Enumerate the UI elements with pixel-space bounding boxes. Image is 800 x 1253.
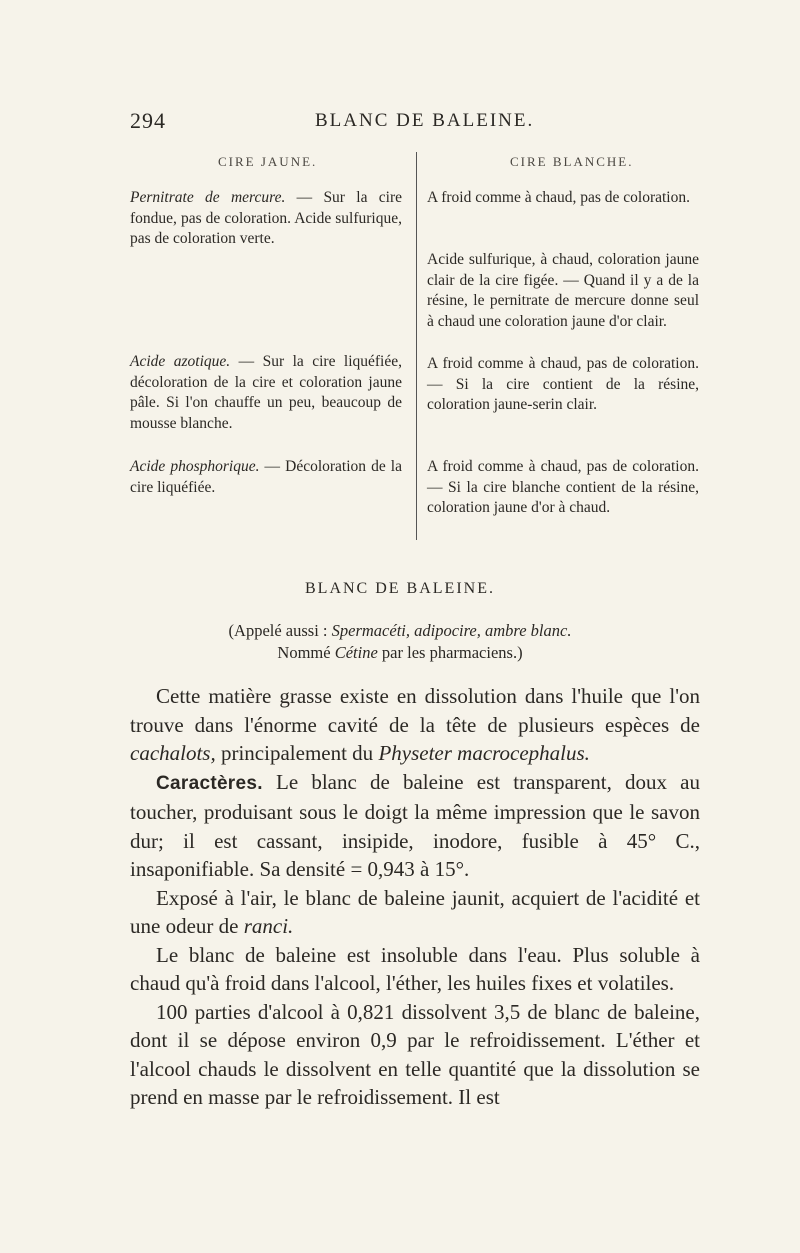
column-divider — [416, 152, 417, 540]
entry-text: — Sur la cire liquéfiée, décoloration de la cire et coloration jaune pâle. Si l'on chauffe un peu, beaucoup de mousse blanche. — [130, 353, 403, 432]
left-column-heading: CIRE JAUNE. — [218, 154, 318, 169]
entry-text: A froid comme à chaud, pas de coloration. — Si la cire blanche contient de la résine, coloration jaune d'or à chaud. — [427, 458, 699, 516]
italic-term: ranci. — [243, 914, 294, 938]
entry-text: — Décoloration de la cire liquéfiée. — [130, 458, 402, 496]
body-text — [130, 682, 700, 1112]
paragraph — [130, 682, 700, 768]
italic-term: Physeter macrocephalus. — [378, 741, 590, 765]
entry-text: A froid comme à chaud, pas de coloration. — [427, 189, 690, 206]
reagent-name: Pernitrate de mercure. — [130, 189, 286, 206]
alias-prefix: (Appelé aussi : — [228, 621, 332, 640]
entry-text: Acide sulfurique, à chaud, coloration jaune clair de la cire figée. — Quand il y a de la résine, le pernitrate de mercure donne seul à chaud une coloration jaune d'or clair. — [427, 251, 699, 330]
alias-line2-prefix: Nommé — [277, 643, 335, 662]
paragraph — [130, 884, 700, 941]
paragraph: Le blanc de baleine est insoluble dans l'eau. Plus soluble à chaud qu'à froid dans l'alcool, l'éther, les huiles fixes et volatiles. — [130, 942, 700, 995]
reagent-name: Acide phosphorique. — [130, 458, 260, 475]
text-run: Exposé à l'air, le blanc de baleine jaunit, acquiert de l'acidité et une odeur de — [130, 885, 700, 938]
text-run: Cette matière grasse existe en dissolution dans l'huile que l'on trouve dans l'énorme cavité de la tête de plusieurs espèces de — [130, 684, 700, 737]
paragraph — [130, 768, 700, 884]
running-title: BLANC DE BALEINE. — [315, 110, 535, 131]
paragraph-lead: Caractères. — [156, 772, 263, 794]
right-entry — [427, 250, 699, 332]
entry-text: — Sur la cire fondue, pas de coloration. Acide sulfurique, pas de coloration verte. — [130, 189, 402, 247]
page-header — [130, 108, 710, 138]
left-entry — [130, 457, 402, 498]
right-entry — [427, 188, 699, 209]
entry-text: A froid comme à chaud, pas de coloration. — Si la cire contient de la résine, coloration jaune-serin clair. — [427, 355, 699, 413]
reagent-name: Acide azotique. — [130, 353, 231, 370]
right-entry — [427, 354, 699, 416]
left-entry — [130, 352, 402, 434]
alias-line2-suffix: par les pharmaciens.) — [377, 643, 523, 662]
text-run: principalement du — [215, 741, 379, 765]
right-column-heading: CIRE BLANCHE. — [510, 154, 634, 169]
section-title: BLANC DE BALEINE. — [305, 580, 495, 597]
page-number: 294 — [130, 108, 166, 133]
right-entry — [427, 457, 699, 519]
text-run: Le blanc de baleine est transparent, doux au toucher, produisant sous le doigt la même impression que le savon dur; il est cassant, insipide, inodore, fusible à 45° C., insaponifiable. Sa densité = 0,943 à 15°. — [130, 769, 700, 881]
italic-term: cachalots, — [130, 741, 216, 765]
left-entry — [130, 188, 402, 250]
section-aliases — [0, 620, 800, 664]
paragraph: 100 parties d'alcool à 0,821 dissolvent 3,5 de blanc de baleine, dont il se dépose environ 0,9 par le refroidissement. L'éther et l'alcool chauds le dissolvent en telle quantité que la dissolution se prend en masse par le refroidissement. Il est — [130, 999, 700, 1109]
alias-line2-name: Cétine — [334, 643, 378, 662]
alias-names: Spermacéti, adipocire, ambre blanc. — [331, 621, 572, 640]
